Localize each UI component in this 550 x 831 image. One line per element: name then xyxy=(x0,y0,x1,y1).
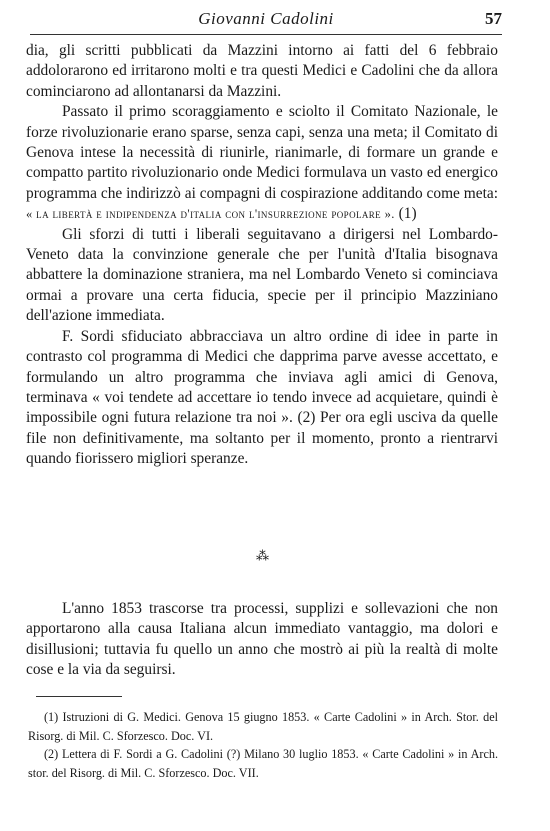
paragraph-2 xyxy=(26,102,498,224)
footnote-2: (2) Lettera di F. Sordi a G. Cadolini (?) Milano 30 luglio 1853. « Carte Cadolini » in Arch. stor. del Risorg. di Mil. C. Sforzesco. Doc. VII. xyxy=(28,747,498,780)
header-rule xyxy=(30,34,502,35)
paragraph-1: dia, gli scritti pubblicati da Mazzini intorno ai fatti del 6 febbraio addolorarono ed irritarono molti e tra questi Medici e Cadolini che da allora cominciarono ad allontanarsi da Mazzini. xyxy=(26,42,498,100)
asterism-divider: ⁂ xyxy=(256,548,269,563)
paragraph-3: Gli sforzi di tutti i liberali seguitavano a dirigersi nel Lombardo-Veneto data la convinzione generale che per l'unità d'Italia bisognava abbattere la dominazione straniera, ma nel Lombardo Veneto si cominciava ormai a provare una certa fiducia, specie per il principio Mazziniano dell'azione immediata. xyxy=(26,225,498,325)
footnote-rule xyxy=(36,696,122,697)
running-head: Giovanni Cadolini xyxy=(198,9,334,28)
paragraph-4: F. Sordi sfiduciato abbracciava un altro ordine di idee in parte in contrasto col programma di Medici che dapprima parve avesse accettato, e formulando un altro programma che inviava agli amici di Genova, terminava « voi tendete ad accettare io tendo invece ad acquietare, quindi è impossibile ogni futura relazione tra noi ». (2) Per ora egli usciva da quelle file non definitivamente, ma soltanto per il momento, pronto a rientrarvi quando fiorissero migliori speranze. xyxy=(26,327,498,468)
page-header xyxy=(30,9,502,33)
paragraph-5: L'anno 1853 trascorse tra processi, supplizi e sollevazioni che non apportarono alla causa Italiana alcun immediato vantaggio, ma dolori e disillusioni; tuttavia fu quello un anno che mostrò ai più la realtà di molte cose e la via da seguirsi. xyxy=(26,600,498,679)
footnote-ref-1: (1) xyxy=(398,205,417,223)
paragraph-2-text: Passato il primo scoraggiamento e sciolto il Comitato Nazionale, le forze rivoluzionarie erano sparse, senza capi, senza una meta; il Comitato di Genova intese la necessità di riunirle, rianimarle, di formare un grande e compatto partito rivoluzionario onde Medici formulava un vasto ed energico programma che indirizzò ai compagni di cospirazione additando come meta: xyxy=(26,103,498,202)
footnote-1: (1) Istruzioni di G. Medici. Genova 15 giugno 1853. « Carte Cadolini » in Arch. Stor. del Risorg. di Mil. C. Sforzesco. Doc. VI. xyxy=(28,710,498,743)
main-text-continued xyxy=(26,599,498,681)
footnotes xyxy=(28,708,498,782)
motto: « la libertà e indipendenza d'italia con l'insurrezione popolare ». xyxy=(26,207,395,222)
main-text xyxy=(26,41,498,470)
page-number: 57 xyxy=(485,9,502,28)
